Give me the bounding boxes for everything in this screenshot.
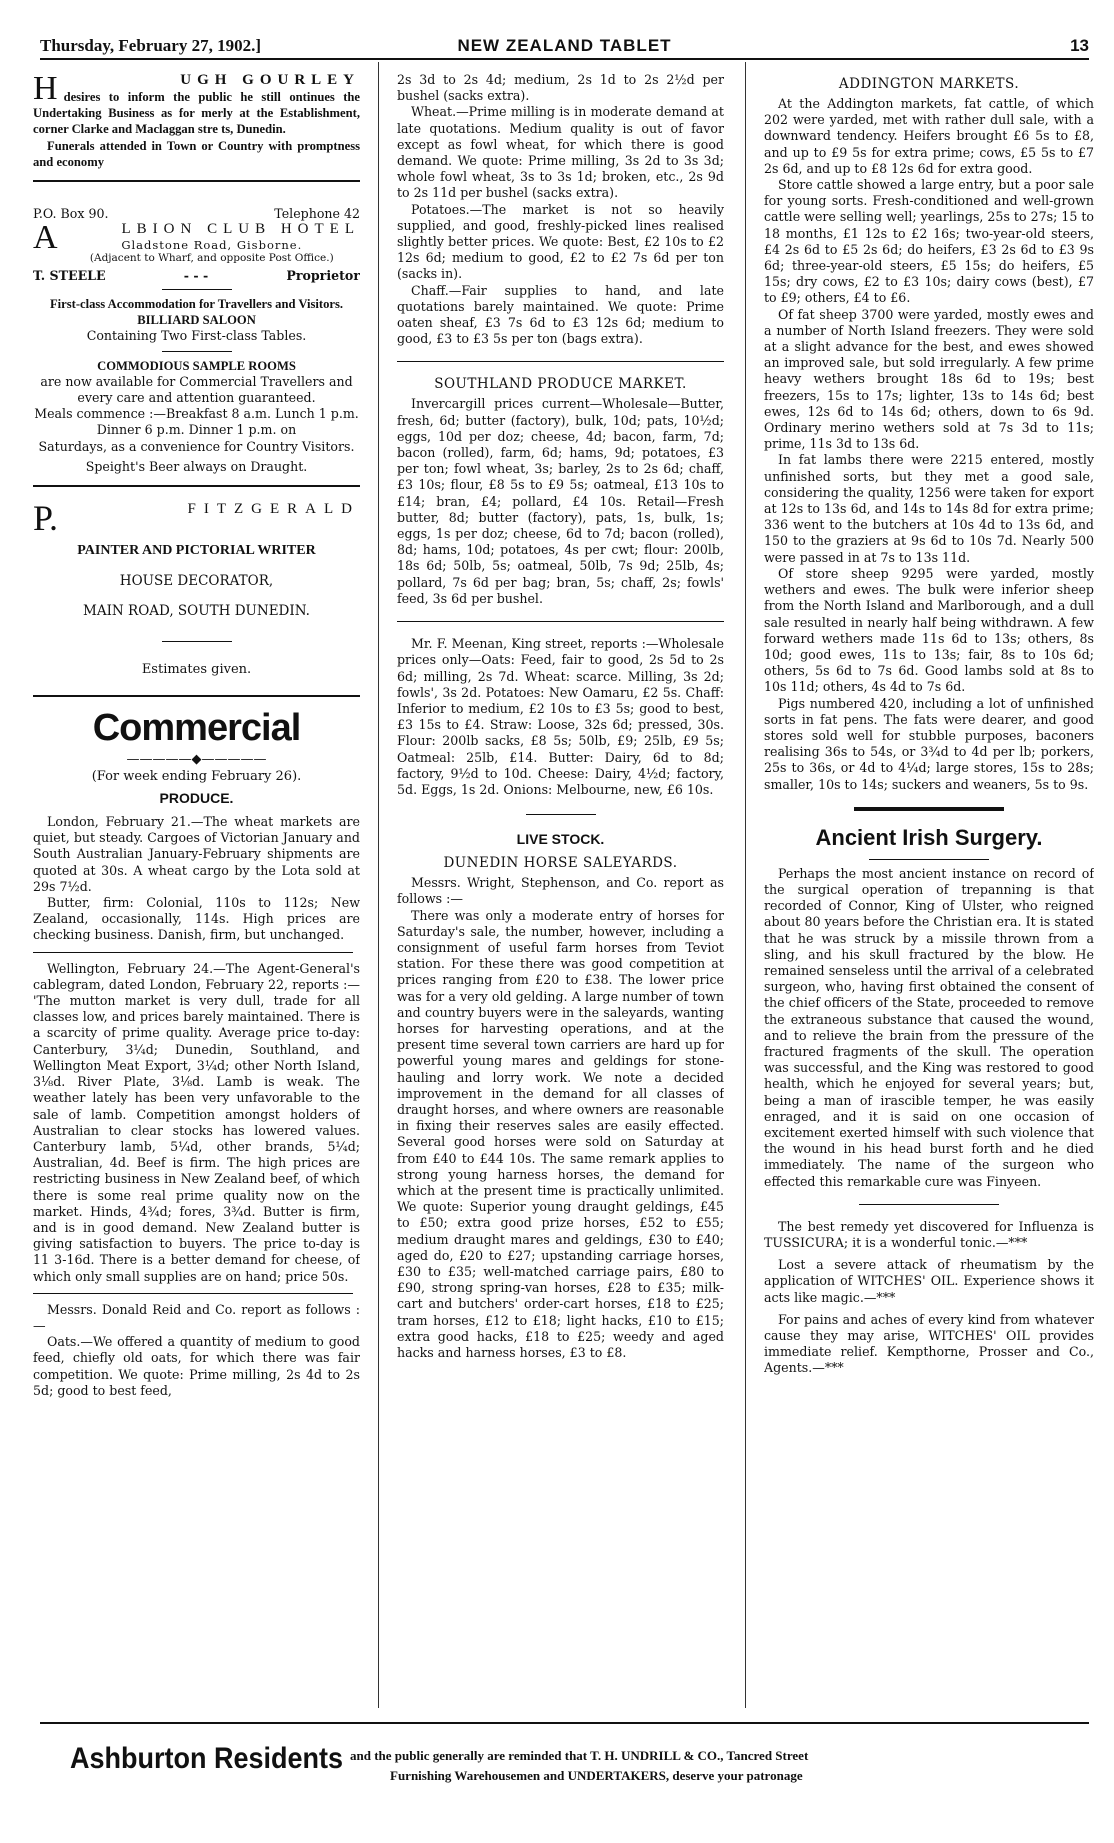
article-paragraph: Messrs. Donald Reid and Co. report as follows :— xyxy=(33,1301,360,1333)
fitz-line-2: HOUSE DECORATOR, xyxy=(119,573,274,590)
po-box: P.O. Box 90. xyxy=(33,206,109,222)
telephone: Telephone 42 xyxy=(274,206,360,222)
footer-text xyxy=(350,1746,808,1786)
divider xyxy=(33,485,360,487)
albion-tables: Containing Two First-class Tables. xyxy=(86,328,307,344)
divider xyxy=(397,621,724,622)
week-ending: (For week ending February 26). xyxy=(91,769,302,785)
footer-line-2: Furnishing Warehousemen and UNDERTAKERS, deserve your patronage xyxy=(390,1768,803,1783)
divider xyxy=(397,361,724,362)
fitz-estimates: Estimates given. xyxy=(141,662,252,678)
rule xyxy=(33,952,353,953)
drop-cap: A xyxy=(33,219,58,257)
article-paragraph: Wellington, February 24.—The Agent-General's cablegram, dated London, February 22, reports :— 'The mutton market is very dull, trade for all classes low, and prices barely maintained. There is a scarcity of prime quality. Average price to-day: Canterbury, 3¼d; Dunedin, Southland, and Wellington Meat Export, 3¼d; other North Island, 3⅛d. River Plate, 3⅛d. Lamb is weak. The weather lately has been very unfavorable to the sale of lamb. Competition amongst holders of Australian to clear stocks has lowered values. Canterbury lamb, 5¼d, other brands, 5¼d; Australian, 4d. Beef is firm. The high prices are restricting business in New Zealand beef, of which there is some real prime quality now on the market. Hinds, 4¾d; fores, 3¾d. Butter is firm, and is in good demand. New Zealand butter is giving satisfaction to buyers. The price to-day is 11 3-16d. There is a better demand for cheese, of which only small supplies are on hand; price 50s. xyxy=(33,960,360,1284)
article-paragraph: Potatoes.—The market is not so heavily supplied, and good, freshly-picked lines realised slightly better prices. We quote: Best, £2 10s to £2 12s 6d; medium to good, £2 to £2 7s 6d per ton (sacks in). xyxy=(397,201,724,282)
divider xyxy=(33,180,360,182)
short-rule xyxy=(162,351,232,352)
article-paragraph: Mr. F. Meenan, King street, reports :—Wholesale prices only—Oats: Feed, fair to good, 2s 5d to 2s 6d; milling, 2s 7d. Wheat: scarce. Milling, 3s 2d; fowls', 3s 2d. Potatoes: New Oamaru, £2 5s. Chaff: Inferior to medium, £2 10s to £3 5s; good to best, £3 15s to £4. Straw: Loose, 32s 6d; pressed, 30s. Flour: 200lb sacks, £8 5s; 50lb, £9; 25lb, £9 5s; Oatmeal: 25lb, £14. Butter: Dairy, 6d to 8d; factory, 9½d to 10d. Cheese: Dairy, 4½d; factory, 5d. Eggs, 1s 2d. Onions: Melbourne, new, £6 10s. xyxy=(397,636,724,797)
article-paragraph: Of fat sheep 3700 were yarded, mostly ewes and a number of North Island freezers. They were sold at a slight advance for the best, and ewes showed an improved sale, but sold irregularly. A few prime heavy wethers brought 18s 6d to 19s; best freezers, 15s to 17s; lighter, 13s to 14s 6d; best ewes, 12s 6d to 14s 6d; others, down to 6s 9d. Ordinary merino wethers sold at 7s 3d to 11s; prime, 11s 3d to 13s 6d. xyxy=(764,306,1094,452)
produce-heading: PRODUCE. xyxy=(159,790,234,807)
advert-paragraph: The best remedy yet discovered for Influenza is TUSSICURA; it is a wonderful tonic.—*** xyxy=(764,1218,1094,1250)
article-paragraph: London, February 21.—The wheat markets are quiet, but steady. Cargoes of Victorian January and South Australian January-February shipments are quoted at 30s. A wheat cargo by the Lota sold at 29s 7½d. xyxy=(33,814,360,894)
footer-line-1: and the public generally are reminded that T. H. UNDRILL & CO., Tancred Street xyxy=(350,1748,809,1763)
footer-title: Ashburton Residents xyxy=(70,1742,344,1775)
fitz-line-3: MAIN ROAD, SOUTH DUNEDIN. xyxy=(83,603,310,620)
fitzgerald-advert xyxy=(33,498,360,678)
owner-name: T. STEELE xyxy=(33,268,106,284)
article-paragraph: Chaff.—Fair supplies to hand, and late quotations barely maintained. We quote: Prime oaten sheaf, £3 7s 6d to £3 12s 6d; medium to good, £3 to £3 5s per ton (bags extra). xyxy=(397,282,724,347)
heavy-rule xyxy=(854,807,1004,811)
article-paragraph: Oats.—We offered a quantity of medium to good feed, chiefly old oats, for which there was fair competition. We quote: Prime milling, 2s 4d to 2s 5d; good to best feed, xyxy=(33,1334,360,1398)
advert-title: LBION CLUB HOTEL xyxy=(121,221,360,238)
header-rule xyxy=(40,58,1089,60)
advert-funerals: Funerals attended in Town or Country with promptness and economy xyxy=(33,138,360,169)
article-paragraph: Store cattle showed a large entry, but a poor sale for young sorts. Fresh-conditioned and well-grown cattle were selling well; yearlings, 25s to 27s; 15 to 18 months, £1 12s to £2 16s; two-year-old steers, £4 2s 6d to £5 2s 6d; do heifers, £3 2s 6d to £3 9s 6d; three-year-old steers, £5 15s; do heifers, £5 15s; dry cows, £2 to £3 10s; dairy cows (best), £7 to £9; others, £4 to £6. xyxy=(764,177,1094,306)
albion-adjacent: (Adjacent to Wharf, and opposite Post Office.) xyxy=(89,252,334,265)
article-paragraph: Perhaps the most ancient instance on record of the surgical operation of trepanning is that recorded of Connor, King of Ulster, who reigned about 80 years before the Christian era. It is stated that he was struck by a missile thrown from a sling, and his skull fractured by the blow. He remained senseless until the arrival of a celebrated surgeon, who, having first obtained the consent of the chief officers of the State, proceeded to remove the extraneous substance that caused the wound, and to relieve the brain from the pressure of the fractured fragments of the skull. The operation was successful, and the King was restored to good health, which he enjoyed for several years; but, being a man of irascible temper, he was easily enraged, and it is said on one occasion of excitement exerted himself with such violence that the wound in his head burst forth and he died immediately. The name of the surgeon who effected this remarkable cure was Finyeen. xyxy=(764,865,1094,1189)
albion-billiard: BILLIARD SALOON xyxy=(137,313,256,328)
owner-dashes: - - - xyxy=(183,268,209,284)
commercial-heading: Commercial xyxy=(92,707,301,750)
article-paragraph: Wheat.—Prime milling is in moderate demand at late quotations. Medium quality is out of favor except as fowl wheat, for which there is good demand. We quote: Prime milling, 3s 2d to 3s 3d; whole fowl wheat, 3s to 3s 1d; broken, etc., 2s 9d to 2s 11d per bushel (sacks extra). xyxy=(397,104,724,201)
article-paragraph: In fat lambs there were 2215 entered, mostly unfinished sorts, but they met a good sale, considering the quality, 1256 were taken for export at 12s to 13s 6d, and 14s to 14s 8d for extra prime; 336 went to the butchers at 10s 4d to 13s 6d, and 150 to the graziers at 9s 6d to 10s 7d. Nearly 500 were passed in at 7s to 13s 11d. xyxy=(764,452,1094,565)
albion-meals: Meals commence :—Breakfast 8 a.m. Lunch 1 p.m. Dinner 6 p.m. Dinner 1 p.m. on xyxy=(34,406,359,438)
column-divider-2 xyxy=(745,62,746,1708)
page-number: 13 xyxy=(1070,36,1089,55)
ornament: —————◆————— xyxy=(126,752,267,768)
column-3 xyxy=(764,72,1094,1377)
albion-address: Gladstone Road, Gisborne. xyxy=(121,238,303,253)
article-paragraph: At the Addington markets, fat cattle, of which 202 were yarded, met with rather dull sale, with a downward tendency. Heifers brought £6 5s to £8, and up to £9 5s for extra prime; cows, £5 5s to £7 2s 6d, and up to £8 12s 6d for extra good. xyxy=(764,96,1094,176)
albion-contact-row xyxy=(33,206,360,221)
rule xyxy=(33,1293,353,1294)
albion-beer: Speight's Beer always on Draught. xyxy=(85,458,308,474)
article-paragraph: Of store sheep 9295 were yarded, mostly wethers and ewes. The bulk were inferior sheep from the North Island and Marlborough, and a dull sale resulted in nearly half being withdrawn. A few forward wethers made 11s 6d to 13s; others, 8s 10d; good ewes, 11s to 13s; fair, 8s to 10s 6d; others, 5s 6d to 7s 6d. Good lambs sold at 8s to 10s 11d; others, 4s 4d to 7s 6d. xyxy=(764,565,1094,695)
horse-heading: DUNEDIN HORSE SALEYARDS. xyxy=(443,855,678,872)
drop-cap: H xyxy=(33,72,58,107)
short-rule xyxy=(162,641,232,642)
column-divider-1 xyxy=(378,62,379,1708)
article-paragraph: Invercargill prices current—Wholesale—Butter, fresh, 6d; butter (factory), bulk, 10d; pats, 10½d; eggs, 10d per doz; cheese, 4d; bacon, farm, 7d; bacon (rolled), farm, 6d; hams, 9d; potatoes, £3 per ton; fowl wheat, 3s; barley, 2s to 2s 6d; chaff, £3 10s; flour, £8 5s to £9 5s; oatmeal, £13 10s to £14; bran, £4; pollard, £4 10s. Retail—Fresh butter, 8d; butter (factory), pats, 1s, bulk, 1s; eggs, 1s per doz; cheese, 6d to 7d; bacon (rolled), 8d; hams, 10d; potatoes, 4s per cwt; flour: 200lb, 18s 6d; 50lb, 5s; oatmeal, 50lb, 7s 9d; 25lb, 4s; pollard, 7s 6d per bag; bran, 5s; chaff, 2s; fowls' feed, 3s 6d per bushel. xyxy=(397,396,724,606)
gourley-advert xyxy=(33,72,360,170)
advert-title: FITZGERALD xyxy=(187,501,360,518)
albion-advert xyxy=(33,206,360,475)
southland-heading: SOUTHLAND PRODUCE MARKET. xyxy=(434,376,687,393)
albion-sample-rooms: COMMODIOUS SAMPLE ROOMS xyxy=(97,358,296,373)
addington-heading: ADDINGTON MARKETS. xyxy=(838,76,1020,92)
advert-text: desires to inform the public he still ontinues the Undertaking Business as for merly at the Establishment, corner Clarke and Maclaggan stre ts, Dunedin. xyxy=(33,90,360,137)
article-paragraph: 2s 3d to 2s 4d; medium, 2s 1d to 2s 2½d per bushel (sacks extra). xyxy=(397,72,724,104)
article-paragraph: Messrs. Wright, Stephenson, and Co. report as follows :— xyxy=(397,875,724,907)
footer-advert xyxy=(40,1722,1089,1804)
short-rule xyxy=(859,1204,999,1205)
article-paragraph: There was only a moderate entry of horses for Saturday's sale, the number, however, including a consignment of useful farm horses from Teviot station. For these there was good competition at prices ranging from £20 to £38. The lower price was for a very old gelding. A large number of town and country buyers were in the saleyards, wanting horses for harvesting operations, and at the present time several town carriers are hard up for powerful young mares and geldings for stone-hauling and lorry work. We note a decided improvement in the demand for all classes of draught horses, and where owners are reasonable in fixing their reserves sales are easily effected. Several good horses were sold on Saturday at from £40 to £44 10s. The same remark applies to strong young harness horses, the demand for which at the present time is practically unlimited. We quote: Superior young draught geldings, £45 to £50; extra good prize horses, £52 to £55; medium draught mares and geldings, £30 to £40; aged do, £20 to £27; upstanding carriage horses, £30 to £35; well-matched carriage pairs, £80 to £90, strong spring-van horses, £28 to £35; milk-cart and butchers' order-cart horses, £18 to £25; tram horses, £12 to £18; light hacks, £10 to £15; extra good hacks, £18 to £25; weedy and aged hacks and harness horses, £3 to £8. xyxy=(397,907,724,1361)
advert-paragraph: For pains and aches of every kind from whatever cause they may arise, WITCHES' OIL provides immediate relief. Kempthorne, Prosser and Co., Agents.—*** xyxy=(764,1311,1094,1376)
albion-sample-text: are now available for Commercial Travellers and every care and attention guaranteed. xyxy=(40,373,353,406)
fitz-line-1: PAINTER AND PICTORIAL WRITER xyxy=(77,543,316,559)
albion-accommodation: First-class Accommodation for Travellers and Visitors. xyxy=(49,297,344,312)
publication-title: NEW ZEALAND TABLET xyxy=(457,36,672,55)
column-2 xyxy=(397,72,724,1361)
article-paragraph: Butter, firm: Colonial, 110s to 112s; New Zealand, occasionally, 114s. High prices are checking business. Danish, firm, but unchanged. xyxy=(33,895,360,943)
owner-role: Proprietor xyxy=(286,268,360,284)
short-rule xyxy=(162,289,232,290)
page-header xyxy=(40,30,1089,60)
livestock-heading: LIVE STOCK. xyxy=(516,831,605,848)
article-paragraph: Pigs numbered 420, including a lot of unfinished sorts in fat pens. The fats were dearer, and good stores sold well for stubble purposes, baconers realising 36s to 54s, or 3¾d to 4d per lb; porkers, 25s to 36s, or 4d to 4¼d; large stores, 15s to 28s; smaller, 10s to 14s; suckers and weaners, 5s to 9s. xyxy=(764,695,1094,792)
advert-paragraph: Lost a severe attack of rheumatism by the application of WITCHES' OIL. Experience shows it acts like magic.—*** xyxy=(764,1257,1094,1305)
irish-surgery-heading: Ancient Irish Surgery. xyxy=(815,824,1043,850)
divider xyxy=(33,695,360,697)
short-rule xyxy=(526,814,596,815)
albion-saturdays: Saturdays, as a convenience for Country Visitors. xyxy=(38,438,355,454)
short-rule xyxy=(869,859,989,860)
column-1 xyxy=(33,72,360,1399)
advert-title: UGH GOURLEY xyxy=(180,72,360,88)
drop-cap: P. xyxy=(33,498,59,539)
albion-owner-row xyxy=(33,268,360,283)
issue-date: Thursday, February 27, 1902.] xyxy=(40,36,262,55)
